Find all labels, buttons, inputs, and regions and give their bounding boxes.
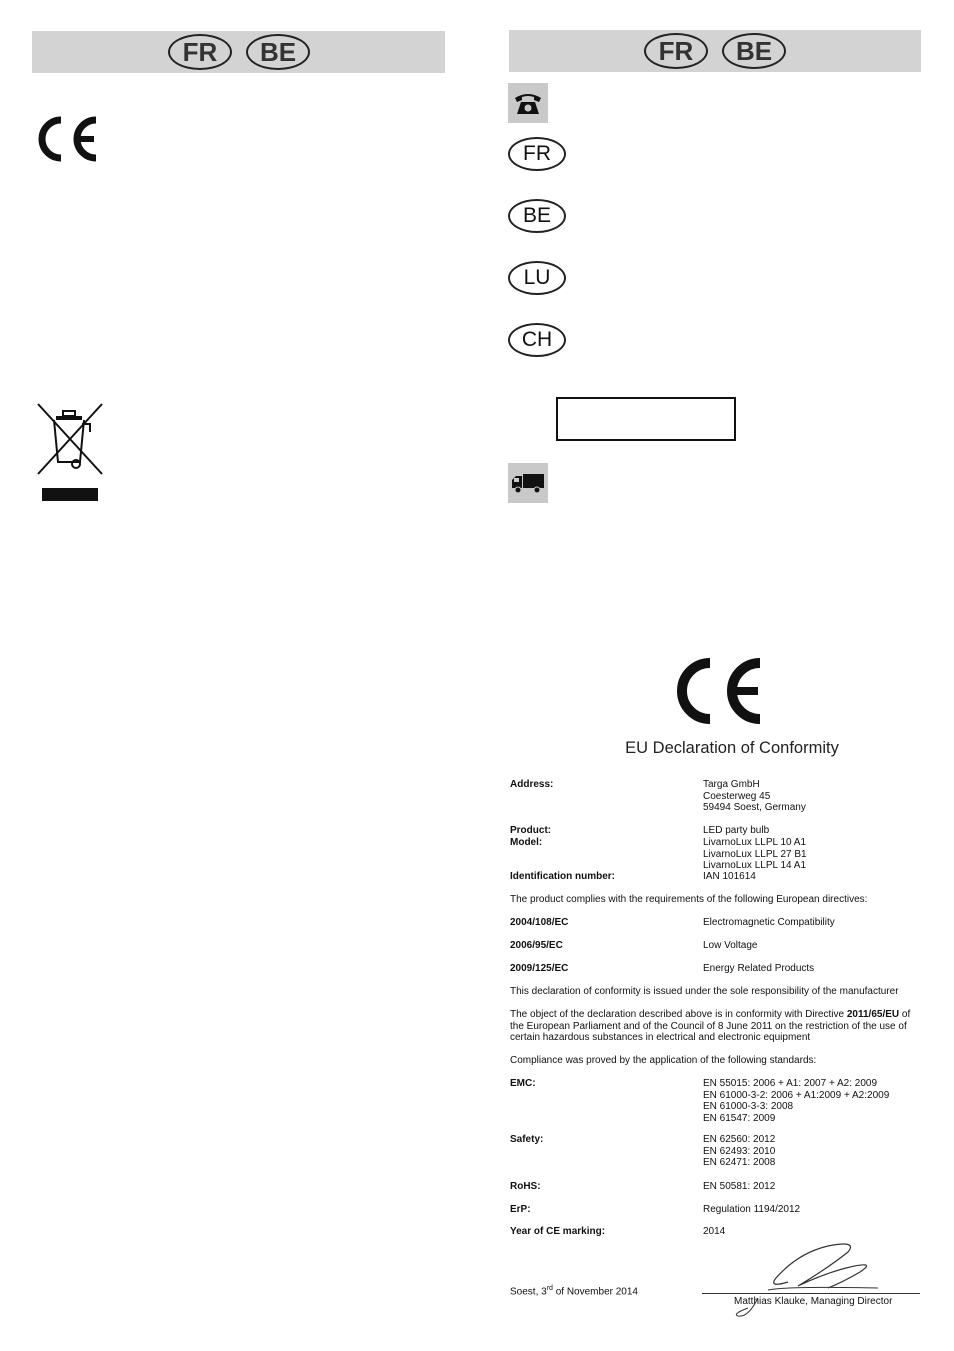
- country-badge-be: BE: [508, 199, 566, 233]
- empty-box: [556, 397, 736, 441]
- id-value: IAN 101614: [703, 871, 756, 882]
- place-date-text: of November 2014: [552, 1286, 638, 1298]
- object-text-part: The object of the declaration described above is in conformity with Directive: [510, 1009, 845, 1020]
- address-line: 59494 Soest, Germany: [703, 802, 806, 813]
- right-header-banner: [509, 30, 921, 72]
- country-badge-be: BE: [722, 33, 786, 69]
- address-value: [703, 779, 806, 814]
- ce-mark-icon: [32, 116, 100, 162]
- complies-text: The product complies with the requirements of the following European directives:: [510, 894, 868, 905]
- object-text: [510, 1009, 920, 1021]
- responsibility-text: This declaration of conformity is issued under the sole responsibility of the manufacturer: [510, 986, 899, 997]
- erp-value: Regulation 1194/2012: [703, 1204, 801, 1215]
- directive-name: Low Voltage: [703, 940, 758, 951]
- rohs-label: RoHS:: [510, 1181, 541, 1192]
- compliance-text: Compliance was proved by the application of the following standards:: [510, 1055, 817, 1066]
- standard-line: EN 61000-3-3: 2008: [703, 1101, 794, 1112]
- country-badge-lu: LU: [508, 261, 566, 295]
- standard-line: EN 55015: 2006 + A1: 2007 + A2: 2009: [703, 1078, 878, 1089]
- address-label: Address:: [510, 779, 554, 790]
- directive-code: 2009/125/EC: [510, 963, 569, 974]
- declaration-title: EU Declaration of Conformity: [625, 739, 839, 757]
- safety-label: Safety:: [510, 1134, 544, 1145]
- country-badge-fr: FR: [168, 34, 232, 70]
- place-date-suffix: rd: [546, 1285, 553, 1292]
- model-line: LivarnoLux LLPL 27 B1: [703, 848, 807, 860]
- address-line: Coesterweg 45: [703, 790, 771, 802]
- signature-line: [702, 1293, 920, 1294]
- standard-line: EN 61547: 2009: [703, 1112, 776, 1124]
- model-values: [703, 837, 807, 872]
- year-value: 2014: [703, 1226, 726, 1237]
- directive-code: 2004/108/EC: [510, 917, 569, 928]
- object-text-line: certain hazardous substances in electrical and electronic equipment: [510, 1032, 811, 1043]
- crossed-bin-icon: [36, 402, 104, 507]
- product-value: LED party bulb: [703, 825, 770, 836]
- country-badge-fr: FR: [508, 137, 566, 171]
- product-label: Product:: [510, 825, 552, 836]
- signatory-name: Matthias Klauke, Managing Director: [734, 1296, 893, 1307]
- erp-label: ErP:: [510, 1204, 531, 1215]
- id-label: Identification number:: [510, 871, 615, 882]
- signature: [728, 1238, 888, 1325]
- safety-values: [703, 1134, 775, 1169]
- directive-name: Electromagnetic Compatibility: [703, 917, 835, 928]
- emc-label: EMC:: [510, 1078, 536, 1089]
- ce-mark-icon: [668, 657, 764, 725]
- country-badge-ch: CH: [508, 323, 566, 357]
- address-line: Targa GmbH: [703, 779, 760, 790]
- standard-line: EN 62471: 2008: [703, 1157, 776, 1168]
- place-date-text: Soest, 3: [510, 1286, 547, 1298]
- left-header-banner: [32, 31, 445, 73]
- object-directive: 2011/65/EU: [846, 1009, 900, 1020]
- model-line: LivarnoLux LLPL 14 A1: [703, 860, 807, 871]
- telephone-icon: [508, 83, 548, 123]
- model-label: Model:: [510, 837, 543, 848]
- standard-line: EN 61000-3-2: 2006 + A1:2009 + A2:2009: [703, 1089, 890, 1101]
- country-badge-be: BE: [246, 34, 310, 70]
- delivery-truck-icon: [508, 463, 548, 503]
- standard-line: EN 62560: 2012: [703, 1134, 776, 1145]
- object-text-part: of: [901, 1009, 911, 1020]
- rohs-value: EN 50581: 2012: [703, 1181, 776, 1192]
- model-line: LivarnoLux LLPL 10 A1: [703, 837, 807, 848]
- directive-name: Energy Related Products: [703, 963, 815, 974]
- object-text-line: the European Parliament and of the Council of 8 June 2011 on the restriction of the use of: [510, 1021, 907, 1032]
- country-badge-fr: FR: [644, 33, 708, 69]
- emc-values: [703, 1078, 889, 1124]
- year-label: Year of CE marking:: [510, 1226, 606, 1237]
- standard-line: EN 62493: 2010: [703, 1145, 776, 1157]
- directive-code: 2006/95/EC: [510, 940, 563, 951]
